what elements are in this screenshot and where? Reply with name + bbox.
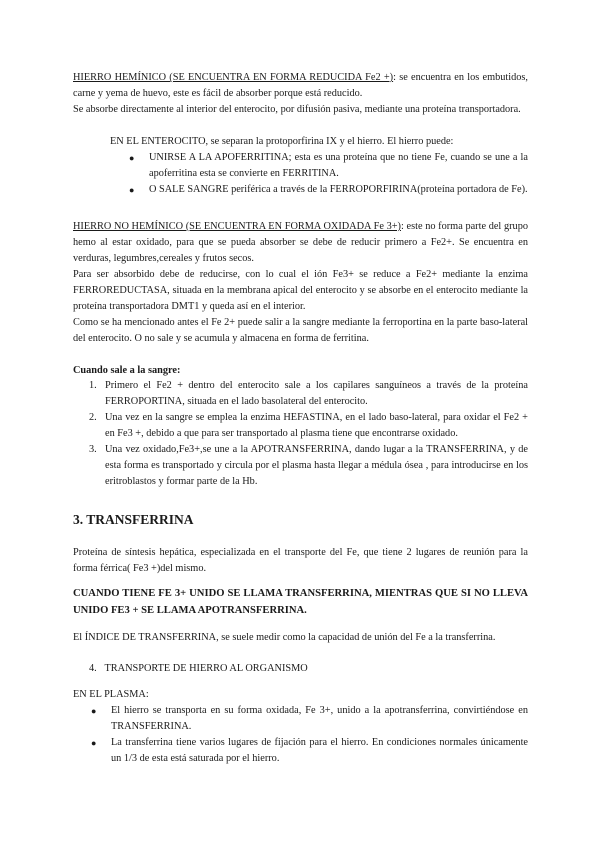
transferrina-caps-statement: CUANDO TIENE FE 3+ UNIDO SE LLAMA TRANSFERRINA, MIENTRAS QUE SI NO LLEVA UNIDO FE3 + SE LLAMA APOTRANSFERRINA. [73,588,528,616]
nohemo-paragraph [73,219,528,267]
nohemo-text-3: Como se ha mencionado antes el Fe 2+ puede salir a la sangre mediante la ferroportina en la parte baso-lateral del enterocito. O no sale y se acumula y almacena en forma de ferritina. [73,317,528,344]
bullet-icon: ● [91,738,97,748]
transporte-heading: TRANSPORTE DE HIERRO AL ORGANISMO [104,663,308,674]
nohemo-text-1: : este no forma parte del grupo hemo al estar oxidado, para que se pueda absorber se debe de reducir primero a Fe2+. Se encuentra en verduras, legumbres,cereales y frutos secos. [73,221,528,264]
transporte-number: 4. [89,663,97,674]
transferrina-text-1: Proteína de síntesis hepática, especializada en el transporte del Fe, que tiene 2 lugares de reunión para la forma férrica( Fe3 +)del mismo. [73,547,528,574]
transporte-bullet-list [91,703,528,767]
transferrina-heading: 3. TRANSFERRINA [73,512,194,527]
hemo-heading: HIERRO HEMÍNICO (SE ENCUENTRA EN FORMA REDUCIDA Fe2 +) [73,72,394,83]
list-item: ● O SALE SANGRE periférica a través de la FERROPORFIRINA(proteína portadora de Fe). [129,182,528,198]
plasma-label: EN EL PLASMA: [73,689,149,700]
bullet-icon: ● [129,153,135,163]
nohemo-heading: HIERRO NO HEMÍNICO (SE ENCUENTRA EN FORMA OXIDADA Fe 3+) [73,221,401,232]
sangre-numbered-list [73,378,528,490]
hemo-paragraph [73,70,528,102]
list-item: 3. Una vez oxidado,Fe3+,se une a la APOTRANSFERRINA, dando lugar a la TRANSFERRINA, y de esta forma es transportado y circula por el plasma hasta llegar a médula ósea , para introducirse en los eritroblastos y formar parte de la Hb. [89,444,528,487]
hemo-text-1: : se encuentra en los embutidos, carne y yema de huevo, este es fácil de absorber porque está reducido. [73,72,528,99]
hemo-text-2: Se absorbe directamente al interior del enterocito, por difusión pasiva, mediante una proteína transportadora. [73,104,521,115]
nohemo-text-2: Para ser absorbido debe de reducirse, con lo cual el ión Fe3+ se reduce a Fe2+ mediante la enzima FERROREDUCTASA, situada en la membrana apical del enterocito y se absorbe en el enterocito mediante la proteína transportadora DMT1 y queda así en el interior. [73,269,528,312]
hemo-text-3: EN EL ENTEROCITO, se separan la protoporfirina IX y el hierro. El hierro puede: [110,136,454,147]
transferrina-indice: El ÍNDICE DE TRANSFERRINA, se suele medir como la capacidad de unión del Fe a la transferrina. [73,632,496,643]
transporte-heading-row [89,661,529,677]
list-item: ● El hierro se transporta en su forma oxidada, Fe 3+, unido a la apotransferrina, convirtiéndose en TRANSFERRINA. [91,705,528,732]
bullet-icon: ● [129,185,135,195]
list-item: 2. Una vez en la sangre se emplea la enzima HEFASTINA, en el lado baso-lateral, para oxidar el Fe2 + en Fe3 +, debido a que para ser transportado al plasma tiene que encontrarse oxidado. [89,412,528,439]
sangre-heading: Cuando sale a la sangre: [73,365,181,376]
bullet-icon: ● [91,706,97,716]
hemo-bullet-list [129,150,528,198]
list-item: 1. Primero el Fe2 + dentro del enterocito sale a los capilares sanguíneos a través de la proteína FERROPORTINA, situada en el lado basolateral del enterocito. [89,380,528,407]
list-item: ● La transferrina tiene varios lugares de fijación para el hierro. En condiciones normales únicamente un 1/3 de esta está saturada por el hierro. [91,737,528,764]
list-item: ● UNIRSE A LA APOFERRITINA; esta es una proteína que no tiene Fe, cuando se une a la apoferritina esta se convierte en FERRITINA. [129,152,528,179]
